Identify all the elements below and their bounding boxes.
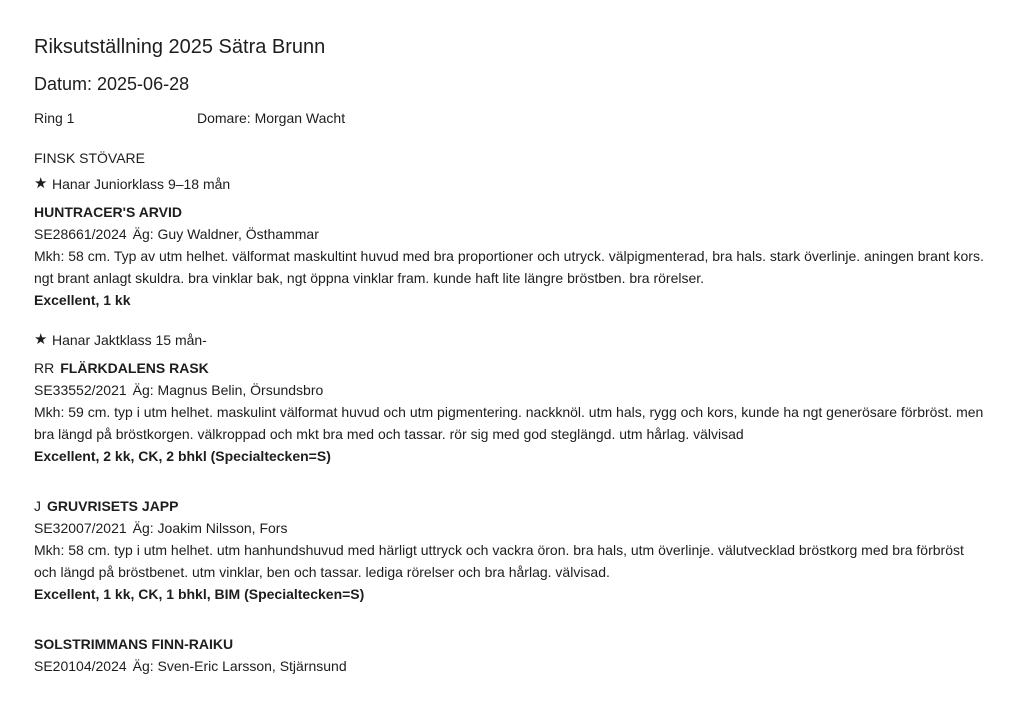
dog-name-line (34, 201, 990, 223)
dog-entry (34, 495, 990, 605)
dog-entry (34, 357, 990, 467)
class-heading (34, 329, 990, 351)
dog-owner: Äg: Guy Waldner, Östhammar (132, 226, 319, 242)
dog-name: GRUVRISETS JAPP (47, 498, 179, 514)
dog-prefix: RR (34, 360, 55, 376)
dog-owner: Äg: Sven-Eric Larsson, Stjärnsund (132, 658, 347, 674)
dog-result: Excellent, 1 kk (34, 292, 131, 308)
dog-reg-number: SE32007/2021 (34, 520, 127, 536)
results-content (34, 147, 990, 677)
class-label: Hanar Jaktklass 15 mån- (52, 332, 207, 348)
ring-info (34, 109, 345, 127)
dog-name-line (34, 357, 990, 379)
class-label: Hanar Juniorklass 9–18 mån (52, 176, 231, 192)
dog-registration-line (34, 655, 990, 677)
dog-critique: Mkh: 58 cm. typ i utm helhet. utm hanhundshuvud med härligt uttryck och vackra öron. bra hals, utm överlinje. välutvecklad bröstkorg med bra förbröst och längd på bröstbenet. utm vinklar, ben och tassar. lediga rörelser och bra hårlag. välvisad. (34, 542, 964, 580)
dog-result: Excellent, 1 kk, CK, 1 bhkl, BIM (Specialtecken=S) (34, 586, 365, 602)
dog-result: Excellent, 2 kk, CK, 2 bhkl (Specialtecken=S) (34, 448, 331, 464)
dog-name: FLÄRKDALENS RASK (60, 360, 209, 376)
dog-reg-number: SE20104/2024 (34, 658, 127, 674)
dog-name-line (34, 633, 990, 655)
dog-reg-number: SE33552/2021 (34, 382, 127, 398)
dog-prefix: J (34, 498, 41, 514)
dog-registration-line (34, 517, 990, 539)
dog-name: HUNTRACER'S ARVID (34, 204, 183, 220)
dog-critique: Mkh: 58 cm. Typ av utm helhet. välformat maskultint huvud med bra proportioner och utryck. välpigmenterad, bra hals. stark överlinje. aningen brant kors. ngt brant anlagt skuldra. bra vinklar bak, ngt öppna vinklar fram. kunde haft lite längre bröstben. bra rörelser. (34, 248, 984, 286)
dog-name-line (34, 495, 990, 517)
judge-label: Domare: Morgan Wacht (197, 110, 346, 126)
dog-entry (34, 633, 990, 677)
dog-registration-line (34, 379, 990, 401)
dog-owner: Äg: Magnus Belin, Örsundsbro (132, 382, 324, 398)
dog-owner: Äg: Joakim Nilsson, Fors (132, 520, 288, 536)
breed-heading: FINSK STÖVARE (34, 150, 145, 166)
star-icon: ★ (34, 175, 48, 192)
dog-entry (34, 201, 990, 311)
show-date: Datum: 2025-06-28 (34, 74, 190, 94)
dog-reg-number: SE28661/2024 (34, 226, 127, 242)
dog-registration-line (34, 223, 990, 245)
page-title: Riksutställning 2025 Sätra Brunn (34, 36, 326, 58)
ring-label: Ring 1 (34, 110, 75, 126)
class-heading (34, 173, 990, 195)
dog-name: SOLSTRIMMANS FINN-RAIKU (34, 636, 234, 652)
star-icon: ★ (34, 331, 48, 348)
dog-critique: Mkh: 59 cm. typ i utm helhet. maskulint välformat huvud och utm pigmentering. nackknöl. utm hals, rygg och kors, kunde ha ngt generösare förbröst. men bra längd på bröstkorgen. välkroppad och mkt bra med och tassar. rör sig med god steglängd. utm hårlag. välvisad (34, 404, 984, 442)
